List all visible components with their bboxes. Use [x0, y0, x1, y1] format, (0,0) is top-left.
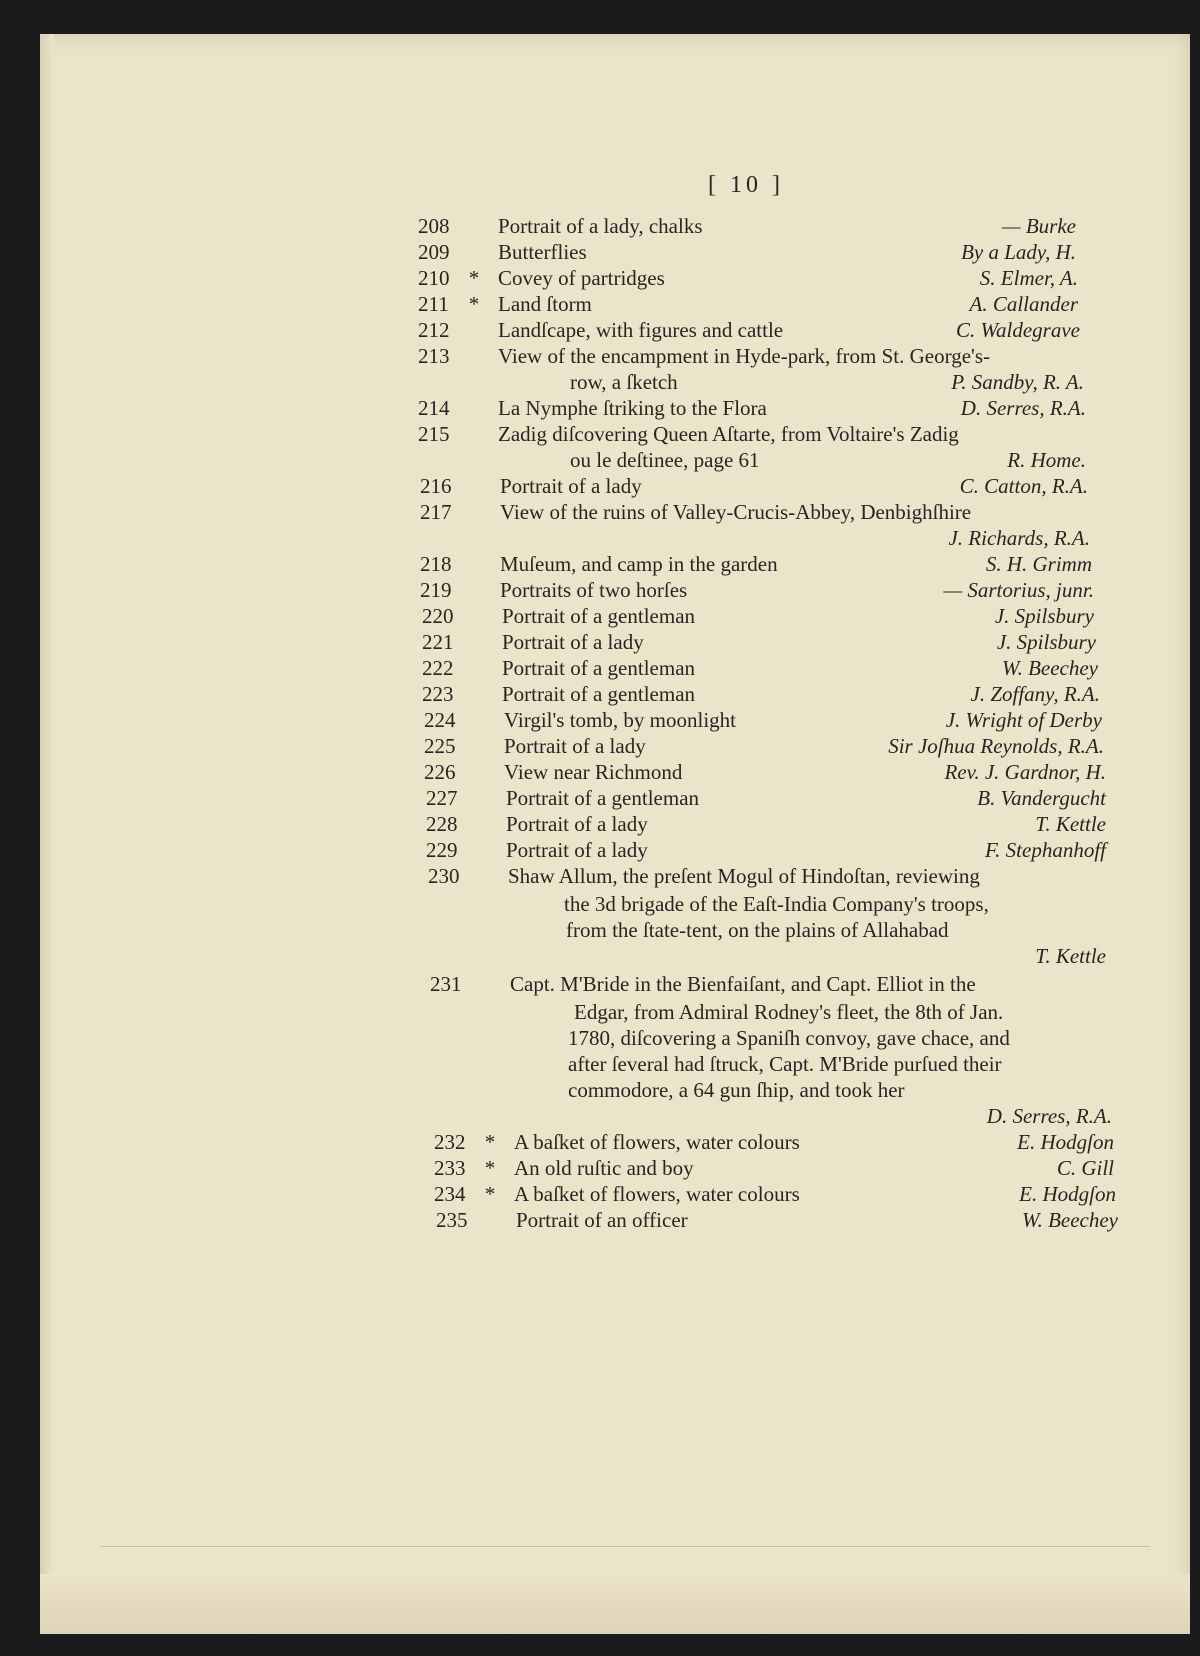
- entry-artist: D. Serres, R.A.: [960, 396, 1086, 420]
- entry-artist: S. Elmer, A.: [979, 266, 1078, 290]
- entry-artist: P. Sandby, R. A.: [951, 370, 1084, 394]
- entry-number: 230: [428, 864, 460, 888]
- entry-number: 216: [420, 474, 452, 498]
- entry-number: 219: [420, 578, 452, 602]
- associate-asterisk: *: [484, 1182, 496, 1206]
- entry-artist: C. Catton, R.A.: [959, 474, 1088, 498]
- entry-title: A baſket of flowers, water colours: [514, 1130, 800, 1154]
- entry-title: Portrait of an officer: [516, 1208, 688, 1232]
- entry-title-continuation: the 3d brigade of the Eaſt-India Company's troops,: [564, 892, 989, 916]
- entry-title: View near Richmond: [504, 760, 683, 784]
- entry-title: Portrait of a lady: [504, 734, 646, 758]
- entry-artist: T. Kettle: [1035, 812, 1106, 836]
- entry-artist: B. Vandergucht: [977, 786, 1106, 810]
- entry-number: 229: [426, 838, 458, 862]
- entry-title: Portrait of a lady: [506, 812, 648, 836]
- entry-title-continuation: after ſeveral had ſtruck, Capt. M'Bride purſued their: [568, 1052, 1002, 1076]
- entry-artist: F. Stephanhoff: [985, 838, 1106, 862]
- entry-number: 211: [418, 292, 449, 316]
- entry-artist: E. Hodgſon: [1019, 1182, 1116, 1206]
- entry-title: Portrait of a gentleman: [502, 682, 696, 706]
- entry-number: 217: [420, 500, 452, 524]
- entry-artist: A. Callander: [969, 292, 1078, 316]
- entry-title: Capt. M'Bride in the Bienfaiſant, and Capt. Elliot in the: [510, 972, 976, 996]
- entry-number: 234: [434, 1182, 466, 1206]
- entry-artist: J. Wright of Derby: [945, 708, 1102, 732]
- entry-number: 214: [418, 396, 450, 420]
- entry-number: 215: [418, 422, 450, 446]
- entry-number: 223: [422, 682, 454, 706]
- entry-number: 233: [434, 1156, 466, 1180]
- entry-number: 231: [430, 972, 462, 996]
- entry-title: Land ſtorm: [498, 292, 592, 316]
- entry-title: Covey of partridges: [498, 266, 665, 290]
- entry-number: 235: [436, 1208, 468, 1232]
- entry-title: Virgil's tomb, by moonlight: [504, 708, 736, 732]
- entry-artist: C. Gill: [1056, 1156, 1114, 1180]
- entry-number: 226: [424, 760, 456, 784]
- entry-artist: — Sartorius, junr.: [943, 578, 1094, 602]
- entry-title: Shaw Allum, the preſent Mogul of Hindoſtan, reviewing: [508, 864, 980, 888]
- entry-title: Portrait of a lady, chalks: [498, 214, 703, 238]
- entry-artist: T. Kettle: [1035, 944, 1106, 968]
- entry-title-continuation: from the ſtate-tent, on the plains of Allahabad: [566, 918, 949, 942]
- entry-number: 224: [424, 708, 456, 732]
- entry-title-continuation: row, a ſketch: [570, 370, 678, 394]
- entry-title: Butterflies: [498, 240, 587, 264]
- entry-artist: Rev. J. Gardnor, H.: [944, 760, 1106, 784]
- entry-number: 222: [422, 656, 454, 680]
- entry-title: View of the ruins of Valley-Crucis-Abbey, Denbighſhire: [500, 500, 972, 524]
- entry-artist: — Burke: [1001, 214, 1076, 238]
- entry-artist: W. Beechey: [1002, 656, 1098, 680]
- entry-title: Landſcape, with figures and cattle: [498, 318, 784, 342]
- entry-title: Zadig diſcovering Queen Aſtarte, from Voltaire's Zadig: [498, 422, 959, 446]
- entry-title: Portrait of a lady: [506, 838, 648, 862]
- entry-title-continuation: commodore, a 64 gun ſhip, and took her: [568, 1078, 905, 1102]
- entry-artist: J. Spilsbury: [994, 604, 1094, 628]
- entry-title-continuation: Edgar, from Admiral Rodney's fleet, the 8th of Jan.: [574, 1000, 1004, 1024]
- page-number: [ 10 ]: [708, 172, 784, 198]
- entry-number: 221: [422, 630, 454, 654]
- associate-asterisk: *: [484, 1130, 496, 1154]
- entry-artist: Sir Joſhua Reynolds, R.A.: [888, 734, 1104, 758]
- entry-artist: E. Hodgſon: [1017, 1130, 1114, 1154]
- entry-artist: D. Serres, R.A.: [986, 1104, 1112, 1128]
- entry-number: 220: [422, 604, 454, 628]
- entry-number: 212: [418, 318, 450, 342]
- entry-artist: S. H. Grimm: [985, 552, 1092, 576]
- associate-asterisk: *: [468, 292, 480, 316]
- entry-title: La Nymphe ſtriking to the Flora: [498, 396, 767, 420]
- entry-number: 208: [418, 214, 450, 238]
- entry-title: Portrait of a lady: [500, 474, 642, 498]
- entry-title: Portrait of a gentleman: [502, 656, 696, 680]
- associate-asterisk: *: [468, 266, 480, 290]
- entry-artist: J. Zoffany, R.A.: [970, 682, 1100, 706]
- associate-asterisk: *: [484, 1156, 496, 1180]
- entry-title-continuation: 1780, diſcovering a Spaniſh convoy, gave chace, and: [568, 1026, 1010, 1050]
- entry-title: View of the encampment in Hyde-park, from St. George's-: [498, 344, 990, 368]
- entry-title: Portrait of a gentleman: [506, 786, 700, 810]
- entry-artist: By a Lady, H.: [961, 240, 1076, 264]
- entry-title: Portrait of a gentleman: [502, 604, 696, 628]
- entry-artist: C. Waldegrave: [955, 318, 1080, 342]
- entry-number: 210: [418, 266, 450, 290]
- entry-title: Portraits of two horſes: [500, 578, 688, 602]
- entry-title: An old ruſtic and boy: [514, 1156, 694, 1180]
- entry-number: 232: [434, 1130, 466, 1154]
- entry-number: 225: [424, 734, 456, 758]
- entry-title: Portrait of a lady: [502, 630, 644, 654]
- entry-artist: J. Spilsbury: [996, 630, 1096, 654]
- entry-number: 218: [420, 552, 452, 576]
- entry-artist: R. Home.: [1007, 448, 1086, 472]
- entry-artist: J. Richards, R.A.: [948, 526, 1090, 550]
- entry-artist: W. Beechey: [1022, 1208, 1118, 1232]
- entry-number: 213: [418, 344, 450, 368]
- entry-number: 209: [418, 240, 450, 264]
- entry-title: A baſket of flowers, water colours: [514, 1182, 800, 1206]
- entry-number: 227: [426, 786, 458, 810]
- entry-title: Muſeum, and camp in the garden: [500, 552, 778, 576]
- entry-number: 228: [426, 812, 458, 836]
- entry-title-continuation: ou le deſtinee, page 61: [570, 448, 760, 472]
